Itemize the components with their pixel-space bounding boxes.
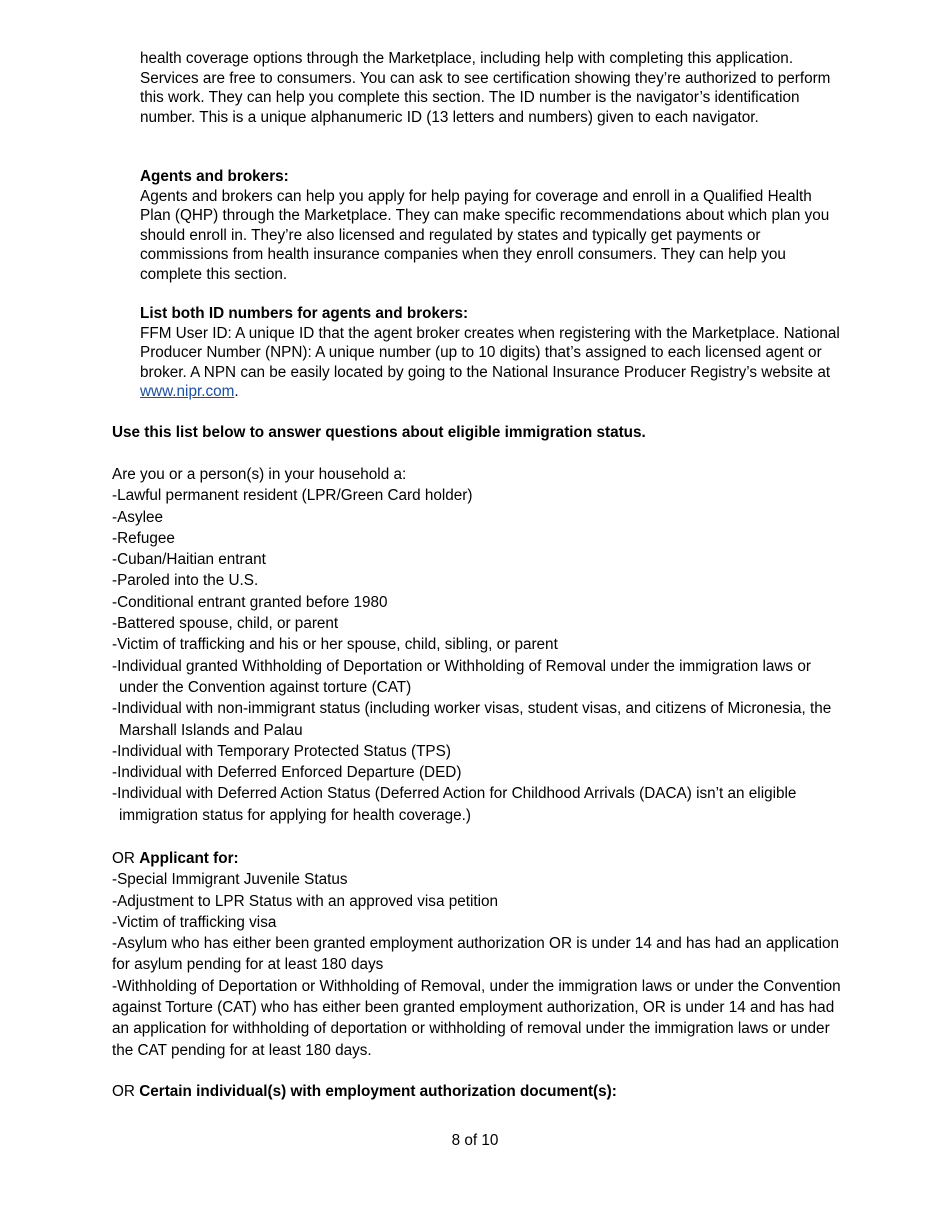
list-item: -Paroled into the U.S. (112, 572, 259, 590)
list-item: -Individual with Deferred Enforced Departure (DED) (112, 764, 462, 782)
list-item: -Victim of trafficking and his or her spouse, child, sibling, or parent (112, 636, 558, 654)
immigration-intro: Are you or a person(s) in your household a: (112, 466, 407, 483)
list-item: -Individual with non-immigrant status (including worker visas, student visas, and citizens of Micronesia, the Marshall Islands and Palau (112, 700, 832, 739)
immigration-list (112, 464, 842, 826)
agents-brokers-section (140, 167, 840, 285)
navigator-text: health coverage options through the Marketplace, including help with completing this application. Services are free to consumers. You can ask to see certification showing they’re authorized to perform this work. They can help you complete this section. The ID number is the navigator’s identification number. This is a unique alphanumeric ID (13 letters and numbers) given to each navigator. (140, 50, 831, 126)
list-item: -Individual with Temporary Protected Status (TPS) (112, 742, 451, 760)
applicant-or-prefix: OR (112, 850, 140, 867)
applicant-heading: Applicant for: (139, 850, 239, 867)
agents-brokers-text: Agents and brokers can help you apply for help paying for coverage and enroll in a Qualified Health Plan (QHP) through the Marketplace. They can make specific recommendations about which plan you should enroll in. They’re also licensed and regulated by states and typically get payments or commissions from health insurance companies when they enroll consumers. They can help you complete this section. (140, 187, 830, 283)
applicant-section (112, 848, 842, 1061)
id-numbers-text (140, 324, 840, 402)
list-item: -Asylee (112, 508, 164, 526)
id-numbers-body: FFM User ID: A unique ID that the agent broker creates when registering with the Marketplace. National Producer Number (NPN): A unique number (up to 10 digits) that’s assigned to each licensed agent or broker. A NPN can be easily located by going to the National Insurance Producer Registry’s website at (140, 324, 840, 381)
navigator-paragraph (140, 49, 840, 127)
list-item: -Refugee (112, 529, 175, 547)
list-item: -Conditional entrant granted before 1980 (112, 593, 388, 611)
id-numbers-heading: List both ID numbers for agents and brokers: (140, 305, 469, 322)
list-item: -Special Immigrant Juvenile Status (112, 871, 348, 889)
employment-section (112, 1081, 842, 1102)
employment-heading-line (112, 1081, 842, 1102)
list-item: -Asylum who has either been granted employment authorization OR is under 14 and has had an application for asylum pending for at least 180 days (112, 935, 840, 974)
immigration-heading: Use this list below to answer questions about eligible immigration status. (112, 424, 646, 441)
list-item: -Cuban/Haitian entrant (112, 551, 266, 569)
immigration-heading-block (112, 422, 842, 443)
list-item: -Individual with Deferred Action Status (Deferred Action for Childhood Arrivals (DACA) isn’t an eligible immigration status for applying for health coverage.) (112, 785, 797, 824)
id-numbers-section (140, 304, 840, 402)
page-number: 8 of 10 (451, 1132, 499, 1149)
nipr-website-link[interactable]: www.nipr.com (140, 383, 235, 401)
employment-or-prefix: OR (112, 1083, 140, 1100)
list-item: -Withholding of Deportation or Withholding of Removal, under the immigration laws or under the Convention against Torture (CAT) who has either been granted employment authorization, OR is under 14 and has had an application for withholding of deportation or withholding of removal under the immigration laws or under the CAT pending for at least 180 days. (112, 977, 841, 1059)
applicant-heading-line (112, 848, 842, 869)
list-item: -Battered spouse, child, or parent (112, 615, 339, 633)
list-item: -Individual granted Withholding of Deportation or Withholding of Removal under the immigration laws or under the Convention against torture (CAT) (112, 657, 811, 696)
agents-brokers-heading: Agents and brokers: (140, 168, 289, 185)
employment-heading: Certain individual(s) with employment authorization document(s): (139, 1083, 617, 1100)
list-item: -Adjustment to LPR Status with an approved visa petition (112, 892, 499, 910)
list-item: -Victim of trafficking visa (112, 913, 277, 931)
list-item: -Lawful permanent resident (LPR/Green Card holder) (112, 487, 473, 505)
id-numbers-body-end: . (234, 383, 239, 401)
page-footer (0, 1132, 950, 1150)
